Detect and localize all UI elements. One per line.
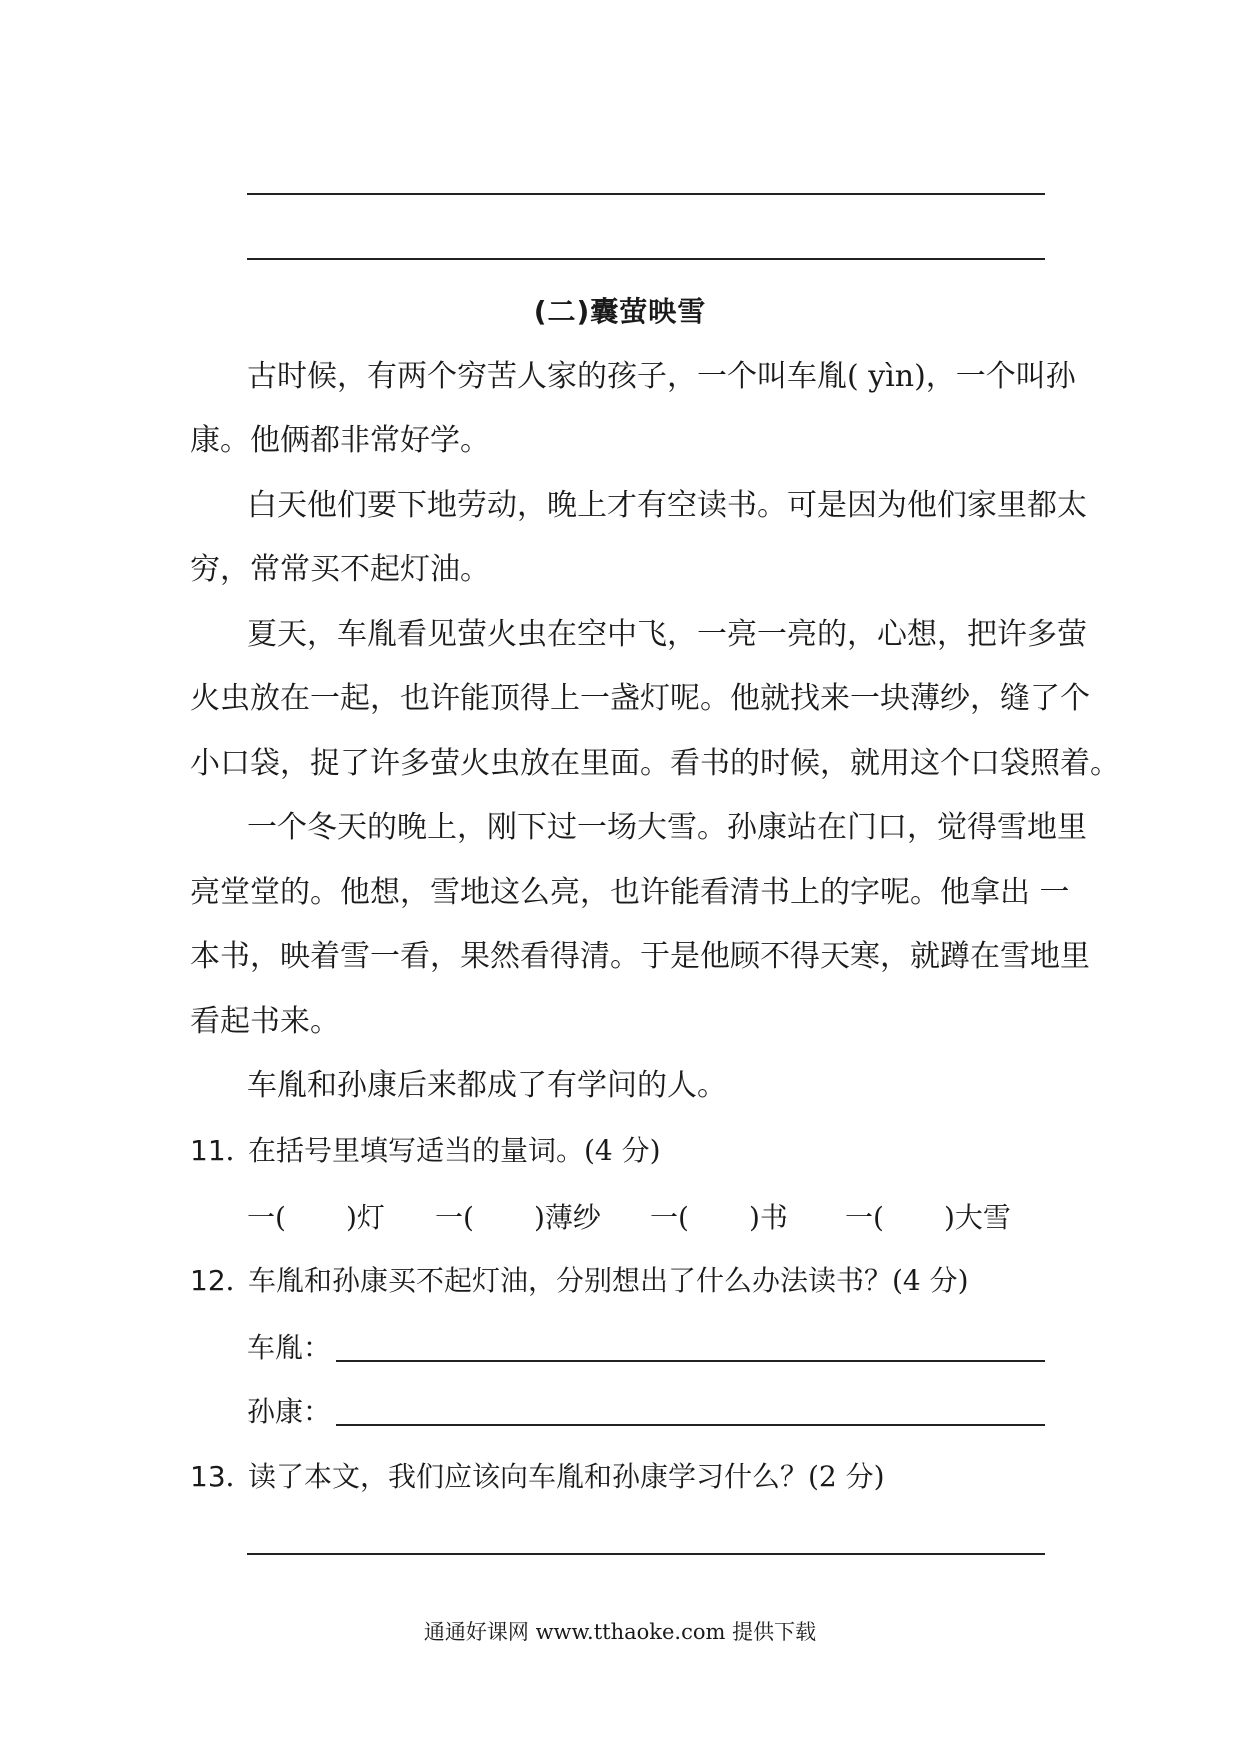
answer-label-sun-kang: 孙康：: [247, 1395, 332, 1428]
answer-line-top-2: [247, 258, 1045, 260]
passage-line: 夏天，车胤看见萤火虫在空中飞，一亮一亮的，心想，把许多萤: [247, 617, 1087, 652]
question-number: 11．: [190, 1134, 254, 1167]
passage-line: 看起书来。: [190, 1004, 340, 1039]
blank-item: 一( )薄纱: [435, 1201, 601, 1234]
answer-line-che-yin[interactable]: [336, 1360, 1045, 1362]
passage-line: 小口袋，捉了许多萤火虫放在里面。看书的时候，就用这个口袋照着。: [190, 746, 1120, 781]
blank-item: 一( )书: [650, 1201, 788, 1234]
blank-item: 一( )大雪: [845, 1201, 1011, 1234]
measure-word-blanks: [247, 1198, 1011, 1238]
answer-label-che-yin: 车胤：: [247, 1331, 332, 1364]
question-11: [190, 1131, 661, 1171]
answer-line-top-1: [247, 193, 1045, 195]
footer-credit: 通通好课网 www.tthaoke.com 提供下载: [423, 1620, 817, 1644]
passage-line: 康。他俩都非常好学。: [190, 423, 490, 458]
passage-line: 一个冬天的晚上，刚下过一场大雪。孙康站在门口，觉得雪地里: [247, 810, 1087, 845]
question-number: 12．: [190, 1264, 254, 1297]
question-text: 在括号里填写适当的量词。(4 分): [248, 1134, 661, 1167]
passage-line: 穷，常常买不起灯油。: [190, 552, 490, 587]
passage-line: 本书，映着雪一看，果然看得清。于是他顾不得天寒，就蹲在雪地里: [190, 939, 1090, 974]
passage-line: 车胤和孙康后来都成了有学问的人。: [247, 1068, 727, 1103]
passage-line: 亮堂堂的。他想，雪地这么亮，也许能看清书上的字呢。他拿出 一: [190, 875, 1070, 910]
answer-line-sun-kang[interactable]: [336, 1424, 1045, 1426]
passage-line: 古时候，有两个穷苦人家的孩子，一个叫车胤( yìn)，一个叫孙: [247, 359, 1076, 394]
passage-line: 白天他们要下地劳动，晚上才有空读书。可是因为他们家里都太: [247, 488, 1087, 523]
answer-line-q13[interactable]: [247, 1553, 1045, 1555]
question-number: 13．: [190, 1460, 254, 1493]
question-text: 车胤和孙康买不起灯油，分别想出了什么办法读书？(4 分): [248, 1264, 969, 1297]
question-text: 读了本文，我们应该向车胤和孙康学习什么？(2 分): [248, 1460, 885, 1493]
blank-item: 一( )灯: [247, 1201, 385, 1234]
question-13: [190, 1457, 885, 1497]
passage-line: 火虫放在一起，也许能顶得上一盏灯呢。他就找来一块薄纱，缝了个: [190, 681, 1090, 716]
question-12: [190, 1261, 969, 1301]
section-title: (二)囊萤映雪: [533, 295, 707, 328]
